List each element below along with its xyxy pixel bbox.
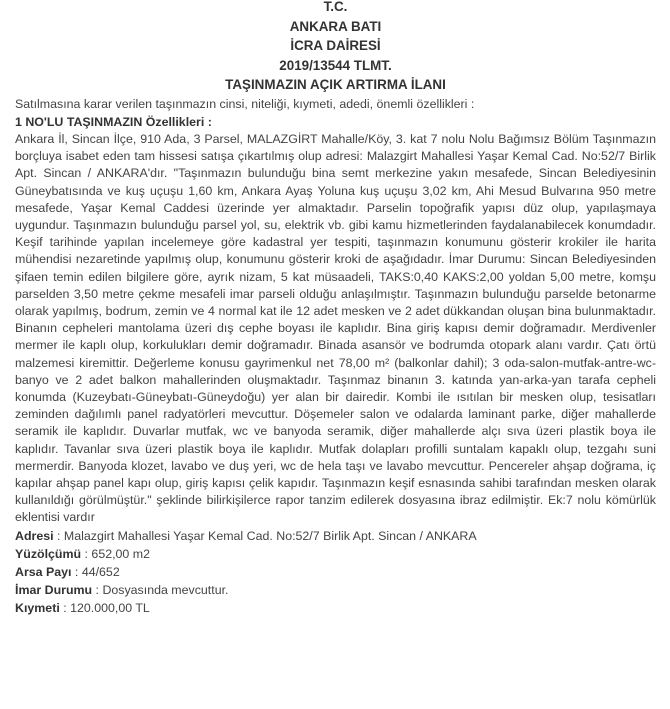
intro-text: Satılmasına karar verilen taşınmazın cinsi, niteliği, kıymeti, adedi, önemli özellikleri : [15,96,475,111]
header-country: T.C. [323,0,348,14]
header-notice-title: TAŞINMAZIN AÇIK ARTIRMA İLANI [225,77,446,93]
field-value-amount: 120.000,00 TL [70,601,150,616]
field-area-value: 652,00 m2 [91,546,150,561]
header-office-name: İCRA DAİRESİ [290,38,381,54]
field-land-share-value: 44/652 [81,565,120,580]
field-land-share-label: Arsa Payı [15,565,72,580]
field-address [15,527,656,545]
field-area-separator: : [81,546,92,561]
field-address-separator: : [53,528,64,543]
property-section-title: 1 NO'LU TAŞINMAZIN Özellikleri : [15,114,212,129]
field-land-share-separator: : [71,565,82,580]
field-zoning-status-value: Dosyasında mevcuttur. [102,583,229,598]
field-value-label: Kıymeti [15,601,60,616]
field-area-label: Yüzölçümü [15,546,82,561]
field-land-share [15,563,656,581]
field-zoning-status [15,581,656,599]
header-office-region: ANKARA BATI [289,18,382,34]
header-file-number: 2019/13544 TLMT. [279,57,392,73]
notice-header [15,0,656,95]
field-area [15,545,656,563]
property-description: Ankara İl, Sincan İlçe, 910 Ada, 3 Parsel, MALAZGİRT Mahalle/Köy, 3. kat 7 nolu Nolu Bağımsız Bölüm Taşınmazın borçluya isabet eden tam hissesi satışa çıkartılmış olup adresi: Malazgirt Mahallesi Yaşar Kemal Cad. No:52/7 Birlik Apt. Sincan / ANKARA'dır. "Taşınmazın bulunduğu bina semt merkezine yakın mesafede, Sincan Belediyesinin Güneybatısında ve kuş uçuşu 1,60 km, Ankara Ayaş Yoluna kuş uçuşu 3,02 km, Ahi Mesud Bulvarına 950 metre mesafede, Yaşar Kemal Caddesi üzerinde yer almaktadır. Parselin topoğrafik yapısı düz olup, yapılaşmaya uygundur. Taşınmazın bulunduğu parsel yol, su, elektrik vb. gibi kamu hizmetlerinden faydalanabilecek konumdadır. Keşif tarihinde yapılan incelemeye göre kadastral yer tespiti, taşınmazın konumunu gösterir krokiler ile harita mühendisi nezaretinde yapılmış olup, konumunu gösterir kroki de aşağıdadır. İmar Durumu: Sincan Belediyesinden şifaen temin edilen bilgilere göre, ayrık nizam, 5 kat müsaadeli, TAKS:0,40 KAKS:2,00 yoldan 5,00 metre, komşu parselden 3,50 metre çekme mesafeli imar parseli olduğu anlaşılmıştır. Taşınmazın bulunduğu parselde betonarme olarak yapılmış, bodrum, zemin ve 4 normal kat ile 12 adet mesken ve 2 adet dükkandan oluşan bina bulunmaktadır. Binanın cepheleri mantolama üzeri dış cephe boyası ile kaplıdır. Bina giriş kapısı demir doğramadır. Merdivenler mermer ile kaplı olup, korkulukları demir doğramadır. Binada asansör ve bodrumda otopark alanı vardır. Çatı örtü malzemesi kiremittir. Değerleme konusu gayrimenkul net 78,00 m² (balkonlar dahil); 3 oda-salon-mutfak-antre-wc-banyo ve 2 adet balkon mahallerinden oluşmaktadır. Taşınmaz binanın 3. katında yan-arka-yan tarafa cepheli konumda (Kuzeybatı-Güneybatı-Güneydoğu) yer alan bir dairedir. Kombi ile ısıtılan bir mesken olup, tesisatları zeminden dağılımlı panel radyatörleri mevcuttur. Döşemeler salon ve odalarda laminant parke, diğer mahallerde seramik ile kaplıdır. Duvarlar mutfak, wc ve banyoda seramik, diğer mahallerde alçı sıva üzeri plastik boya ile kaplıdır. Tavanlar sıva üzeri plastik boya ile kaplıdır. Mutfak dolapları profilli suntalam kapaklı olup, tezgahı suni mermerdir. Banyoda klozet, lavabo ve duş yeri, wc de hela taşı ve lavabo mevcuttur. Pencereler ahşap doğrama, iç kapılar ahşap panel kapı olup, giriş kapısı çelik kapıdır. Taşınmazın keşif esnasında sahibi tarafından mesken olarak kullanıldığı görülmüştür." şeklinde bilirkişilerce rapor tanzim edilerek dosyasına ibraz edilmiştir. Ek:7 nolu kömürlük eklentisi vardır [15,131,656,525]
field-value-separator: : [59,601,71,616]
field-address-value: Malazgirt Mahallesi Yaşar Kemal Cad. No:52/7 Birlik Apt. Sincan / ANKARA [63,528,477,543]
property-fields [15,527,656,618]
field-zoning-status-label: İmar Durumu [15,583,93,598]
field-zoning-status-separator: : [92,583,103,598]
field-address-label: Adresi [15,528,54,543]
field-value [15,599,656,617]
